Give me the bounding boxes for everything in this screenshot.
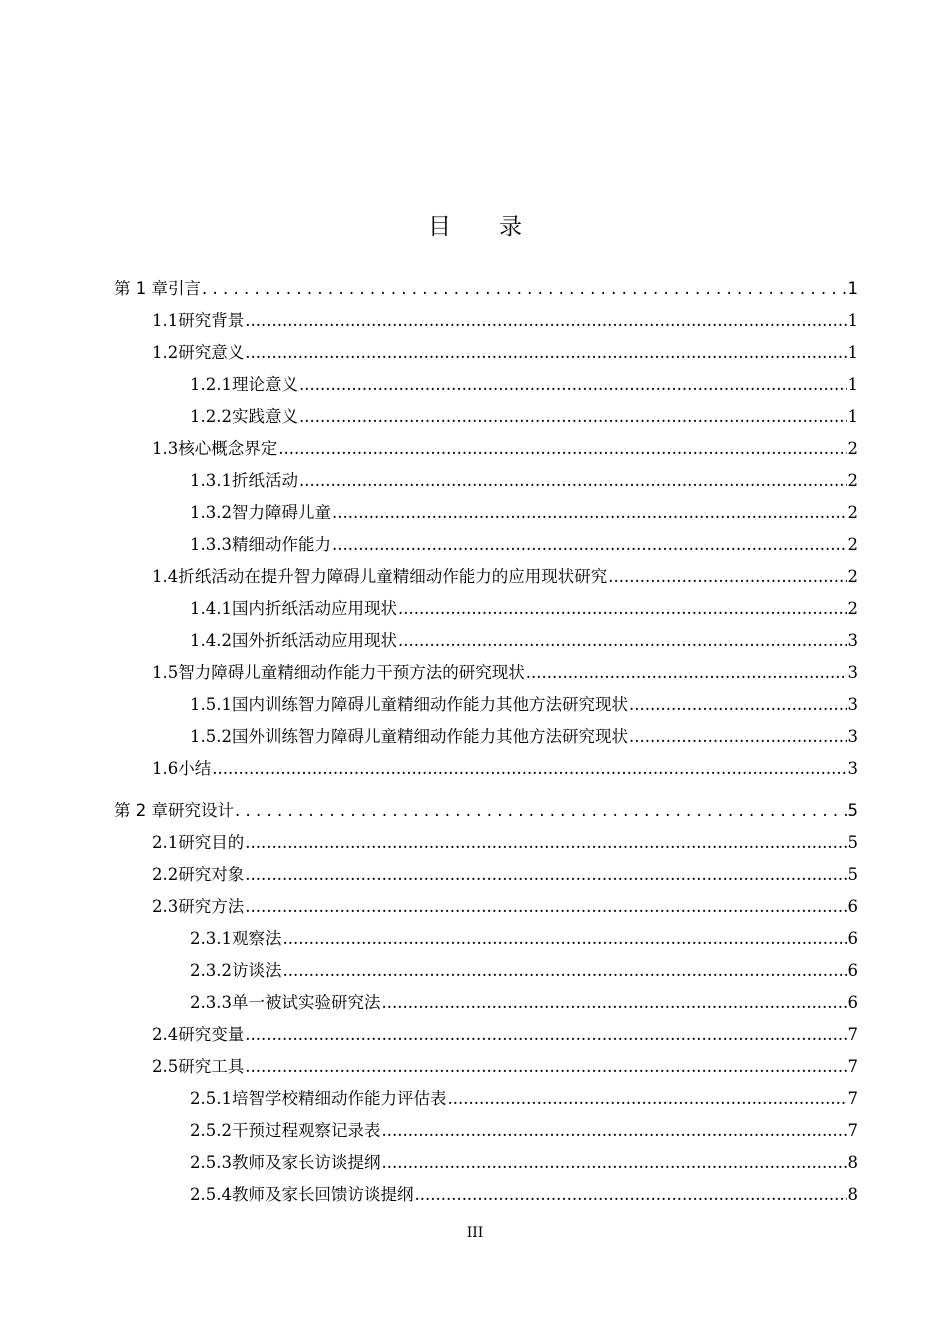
toc-leader-dots — [282, 955, 846, 987]
title-char-2: 录 — [499, 214, 522, 240]
toc-entry-page: 8 — [847, 1153, 858, 1172]
toc-leader-dots — [212, 753, 846, 785]
toc-entry-label: 核心概念界定 — [178, 439, 278, 458]
page-title — [0, 208, 950, 241]
toc-entry-label: 教师及家长访谈提纲 — [231, 1153, 381, 1172]
toc-entry-page: 2 — [847, 535, 858, 554]
toc-entry[interactable] — [152, 433, 858, 465]
toc-entry[interactable] — [190, 1179, 858, 1211]
toc-entry[interactable] — [114, 273, 858, 305]
toc-entry[interactable] — [114, 795, 858, 827]
toc-entry-label: 精细动作能力 — [231, 535, 331, 554]
page-number: III — [466, 1225, 484, 1241]
toc-entry-page: 1 — [847, 375, 858, 394]
toc-leader-dots — [629, 721, 847, 753]
toc-leader-dots — [282, 923, 846, 955]
toc-entry-label: 国内训练智力障碍儿童精细动作能力其他方法研究现状 — [231, 695, 628, 714]
toc-entry-page: 1 — [847, 343, 858, 362]
toc-leader-dots — [245, 337, 846, 369]
toc-entry-page: 3 — [847, 759, 858, 778]
toc-entry[interactable] — [190, 529, 858, 561]
toc-entry[interactable] — [190, 593, 858, 625]
toc-leader-dots — [245, 1051, 846, 1083]
toc-entry-label: 研究工具 — [178, 1057, 245, 1076]
toc-entry-number: 第 1 章 — [114, 279, 168, 298]
toc-entry[interactable] — [152, 305, 858, 337]
toc-entry-number: 1.3.2 — [190, 503, 232, 522]
toc-entry[interactable] — [152, 657, 858, 689]
toc-leader-dots — [278, 433, 846, 465]
toc-leader-dots — [245, 859, 846, 891]
toc-entry-page: 1 — [847, 407, 858, 426]
toc-entry-number: 2.5.4 — [190, 1185, 232, 1204]
toc-leader-dots — [629, 689, 847, 721]
toc-entry-number: 1.3 — [152, 439, 179, 458]
toc-entry[interactable] — [190, 369, 858, 401]
toc-entry-number: 1.5.1 — [190, 695, 232, 714]
toc-entry-label: 研究目的 — [178, 833, 245, 852]
toc-leader-dots — [299, 369, 847, 401]
toc-entry-page: 5 — [847, 801, 858, 820]
toc-entry-page: 6 — [847, 993, 858, 1012]
toc-entry-label: 小结 — [178, 759, 212, 778]
toc-entry[interactable] — [152, 827, 858, 859]
toc-entry-label: 培智学校精细动作能力评估表 — [231, 1089, 447, 1108]
toc-entry-label: 观察法 — [231, 929, 282, 948]
toc-leader-dots — [414, 1179, 846, 1211]
toc-entry[interactable] — [152, 561, 858, 593]
toc-entry-label: 研究意义 — [178, 343, 245, 362]
toc-entry-label: 理论意义 — [231, 375, 298, 394]
toc-entry-number: 第 2 章 — [114, 801, 168, 820]
toc-entry[interactable] — [152, 891, 858, 923]
toc-entry[interactable] — [190, 625, 858, 657]
toc-leader-dots — [245, 827, 846, 859]
toc-entry-label: 研究对象 — [178, 865, 245, 884]
toc-entry-label: 教师及家长回馈访谈提纲 — [231, 1185, 414, 1204]
toc-entry-number: 1.4.1 — [190, 599, 232, 618]
toc-entry-number: 1.3.3 — [190, 535, 232, 554]
toc-entry-number: 2.5.1 — [190, 1089, 232, 1108]
toc-entry-number: 2.3.2 — [190, 961, 232, 980]
toc-entry-label: 单一被试实验研究法 — [231, 993, 381, 1012]
toc-leader-dots — [245, 891, 846, 923]
toc-entry-label: 智力障碍儿童精细动作能力干预方法的研究现状 — [178, 663, 525, 682]
toc-entry-label: 折纸活动 — [231, 471, 298, 490]
toc-entry[interactable] — [152, 337, 858, 369]
toc-entry-label: 研究设计 — [168, 801, 234, 820]
toc-entry-label: 折纸活动在提升智力障碍儿童精细动作能力的应用现状研究 — [178, 567, 608, 586]
toc-entry[interactable] — [152, 1019, 858, 1051]
toc-entry[interactable] — [190, 1115, 858, 1147]
toc-entry-page: 2 — [847, 567, 858, 586]
toc-entry-number: 1.6 — [152, 759, 179, 778]
toc-leader-dots — [398, 593, 847, 625]
toc-entry[interactable] — [190, 401, 858, 433]
toc-entry-label: 研究背景 — [178, 311, 245, 330]
toc-leader-dots — [245, 1019, 846, 1051]
toc-leader-dots — [381, 987, 846, 1019]
toc-entry-number: 1.5.2 — [190, 727, 232, 746]
toc-entry-label: 引言 — [168, 279, 201, 298]
toc-entry-label: 国外折纸活动应用现状 — [231, 631, 397, 650]
toc-leader-dots — [332, 529, 847, 561]
toc-leader-dots — [381, 1147, 846, 1179]
toc-entry-page: 2 — [847, 439, 858, 458]
toc-entry-page: 7 — [847, 1057, 858, 1076]
toc-leader-dots — [526, 657, 847, 689]
toc-entry-number: 1.4.2 — [190, 631, 232, 650]
toc-entry[interactable] — [152, 753, 858, 785]
toc-leader-dots — [332, 497, 847, 529]
toc-entry[interactable] — [190, 689, 858, 721]
toc-entry-label: 研究方法 — [178, 897, 245, 916]
toc-entry-number: 2.2 — [152, 865, 179, 884]
toc-entry-number: 1.5 — [152, 663, 179, 682]
toc-entry-number: 1.2.1 — [190, 375, 232, 394]
toc-entry-number: 2.5 — [152, 1057, 179, 1076]
toc-entry-number: 2.5.2 — [190, 1121, 232, 1140]
toc-entry-page: 3 — [847, 663, 858, 682]
toc-entry-page: 2 — [847, 503, 858, 522]
toc-entry-number: 1.4 — [152, 567, 179, 586]
toc-entry-page: 7 — [847, 1121, 858, 1140]
toc-entry-number: 2.3.3 — [190, 993, 232, 1012]
toc-entry-page: 1 — [847, 279, 858, 298]
toc-entry-number: 2.4 — [152, 1025, 179, 1044]
toc-entry-number: 1.2 — [152, 343, 179, 362]
toc-leader-dots — [202, 273, 847, 305]
toc-leader-dots — [245, 305, 846, 337]
toc-leader-dots — [608, 561, 846, 593]
toc-entry[interactable] — [190, 721, 858, 753]
toc-entry-page: 7 — [847, 1089, 858, 1108]
toc-entry-label: 访谈法 — [231, 961, 282, 980]
toc-entry-number: 1.2.2 — [190, 407, 232, 426]
toc-entry-label: 干预过程观察记录表 — [231, 1121, 381, 1140]
toc-leader-dots — [398, 625, 847, 657]
toc-entry-page: 5 — [847, 865, 858, 884]
toc-entry-number: 2.1 — [152, 833, 179, 852]
toc-leader-dots — [381, 1115, 846, 1147]
toc-entry-page: 6 — [847, 961, 858, 980]
toc-entry-page: 3 — [847, 695, 858, 714]
toc-leader-dots — [235, 795, 847, 827]
toc-entry-page: 3 — [847, 631, 858, 650]
toc-entry[interactable] — [190, 955, 858, 987]
toc-entry-page: 7 — [847, 1025, 858, 1044]
toc-entry[interactable] — [152, 859, 858, 891]
toc-entry[interactable] — [190, 1083, 858, 1115]
toc-entry-number: 2.3 — [152, 897, 179, 916]
toc-entry-page: 3 — [847, 727, 858, 746]
toc-entry[interactable] — [190, 465, 858, 497]
toc-entry-number: 1.3.1 — [190, 471, 232, 490]
toc-entry[interactable] — [190, 987, 858, 1019]
toc-entry-page: 6 — [847, 929, 858, 948]
toc-entry-page: 1 — [847, 311, 858, 330]
toc-entry-page: 8 — [847, 1185, 858, 1204]
toc-entry-label: 国内折纸活动应用现状 — [231, 599, 397, 618]
toc-entry[interactable] — [190, 1147, 858, 1179]
toc-entry-label: 研究变量 — [178, 1025, 245, 1044]
toc-entry-page: 6 — [847, 897, 858, 916]
toc-entry-label: 国外训练智力障碍儿童精细动作能力其他方法研究现状 — [231, 727, 628, 746]
toc-leader-dots — [299, 465, 847, 497]
toc-entry-label: 实践意义 — [231, 407, 298, 426]
toc-entry-label: 智力障碍儿童 — [231, 503, 331, 522]
toc-entry[interactable] — [190, 497, 858, 529]
toc-entry-page: 2 — [847, 471, 858, 490]
toc-leader-dots — [299, 401, 847, 433]
toc-entry[interactable] — [152, 1051, 858, 1083]
toc-entry-page: 2 — [847, 599, 858, 618]
toc-entry[interactable] — [190, 923, 858, 955]
toc-entry-number: 2.3.1 — [190, 929, 232, 948]
toc-leader-dots — [447, 1083, 846, 1115]
toc-entry-number: 2.5.3 — [190, 1153, 232, 1172]
toc-entry-number: 1.1 — [152, 311, 179, 330]
toc-entry-page: 5 — [847, 833, 858, 852]
title-char-1: 目 — [428, 214, 451, 240]
